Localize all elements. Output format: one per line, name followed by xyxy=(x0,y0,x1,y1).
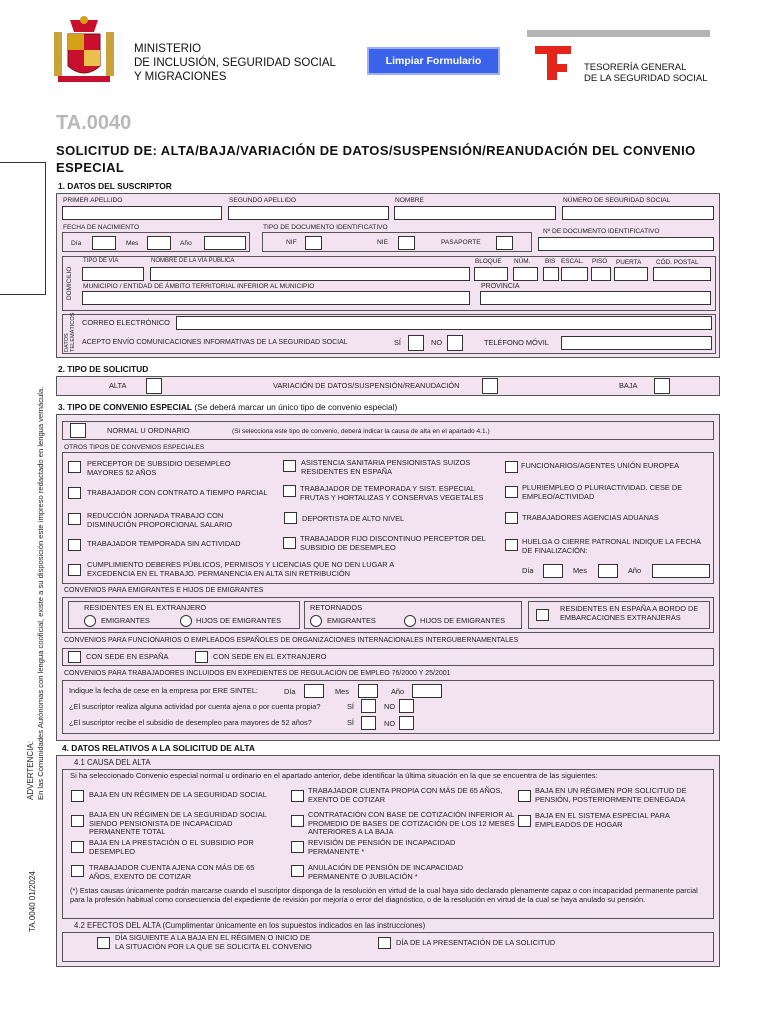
ere-q1-si-checkbox[interactable] xyxy=(361,699,376,713)
label-numero-documento: Nº DE DOCUMENTO IDENTIFICATIVO xyxy=(543,228,660,235)
causa-a8-label: REVISIÓN DE PENSIÓN DE INCAPACIDAD PERMANENTE * xyxy=(308,838,456,856)
label-nombre-via: NOMBRE DE LA VÍA PÚBLICA xyxy=(151,258,235,264)
label-normal-ordinario: NORMAL U ORDINARIO xyxy=(107,426,190,435)
causa-a6-label: BAJA EN EL SISTEMA ESPECIAL PARA EMPLEADOS DE HOGAR xyxy=(535,811,670,829)
numero-documento-input[interactable] xyxy=(538,237,714,251)
label-huelga-anio: Año xyxy=(628,566,642,575)
sede-espana-checkbox[interactable] xyxy=(68,651,81,663)
nif-checkbox[interactable] xyxy=(305,236,322,250)
label-otros-tipos: OTROS TIPOS DE CONVENIOS ESPECIALES xyxy=(64,444,205,451)
label-ere-dia: Día xyxy=(284,687,296,696)
label-mes: Mes xyxy=(126,240,139,247)
label-si-acepto: SÍ xyxy=(394,338,401,347)
birth-day-input[interactable] xyxy=(92,236,116,250)
label-ere-q2: ¿El suscriptor recibe el subsidio de desempleo para mayores de 52 años? xyxy=(69,718,312,727)
label-escal: ESCAL. xyxy=(561,258,584,265)
label-emigrantes-title: CONVENIOS PARA EMIGRANTES E HIJOS DE EMIGRANTES xyxy=(64,587,264,594)
ere-dia-input[interactable] xyxy=(304,684,324,698)
segundo-apellido-input[interactable] xyxy=(228,206,389,220)
label-nie: NIE xyxy=(377,239,388,246)
conv-c9-checkbox[interactable] xyxy=(505,512,518,524)
causa-a9-label: TRABAJADOR CUENTA AJENA CON MÁS DE 65 AÑOS, EXENTO DE COTIZAR xyxy=(89,863,255,881)
piso-input[interactable] xyxy=(591,267,611,281)
label-telefono-movil: TELÉFONO MÓVIL xyxy=(484,338,549,347)
label-emigrantes: EMIGRANTES xyxy=(101,616,150,625)
side-version: TA.0040 01/2024 xyxy=(28,871,37,932)
label-nombre: NOMBRE xyxy=(395,197,424,204)
conv-c13-label: CUMPLIMIENTO DEBERES PÚBLICOS, PERMISOS Y LICENCIAS QUE NO DEN LUGAR A EXCEDENCIA EN EL TRABAJO. PERMANENCIA EN ALTA SIN RETRIBUCIÓN xyxy=(87,560,394,578)
nombre-via-input[interactable] xyxy=(150,267,470,281)
tgss-name xyxy=(584,62,708,84)
bis-input[interactable] xyxy=(543,267,559,281)
tgss-logo xyxy=(533,44,573,82)
label-ere-q1: ¿El suscriptor realiza alguna actividad por cuenta ajena o por cuenta propia? xyxy=(69,702,321,711)
conv-c7-label: REDUCCIÓN JORNADA TRABAJO CON DISMINUCIÓN PROPORCIONAL SALARIO xyxy=(87,511,233,529)
causa-a1-label: BAJA EN UN RÉGIMEN DE LA SEGURIDAD SOCIAL xyxy=(89,790,267,799)
telefono-movil-input[interactable] xyxy=(561,336,712,350)
acepto-no-checkbox[interactable] xyxy=(447,335,463,351)
retornados-emigrantes-radio[interactable] xyxy=(310,615,322,627)
label-variacion: VARIACIÓN DE DATOS/SUSPENSIÓN/REANUDACIÓN xyxy=(273,381,460,390)
label-residentes-extranjero: RESIDENTES EN EL EXTRANJERO xyxy=(84,603,207,612)
conv-c4-checkbox[interactable] xyxy=(68,487,81,499)
ministry-line-3: Y MIGRACIONES xyxy=(134,71,227,83)
label-num: NÚM. xyxy=(514,258,531,265)
label-ere-anio: Año xyxy=(391,687,405,696)
label-retornados-hijos: HIJOS DE EMIGRANTES xyxy=(420,616,506,625)
conv-c6-checkbox[interactable] xyxy=(505,486,518,498)
label-nif: NIF xyxy=(286,239,297,246)
label-alta: ALTA xyxy=(109,381,127,390)
emigrantes-radio[interactable] xyxy=(84,615,96,627)
label-ere-q1-no: NO xyxy=(384,702,396,711)
variacion-checkbox[interactable] xyxy=(482,378,498,394)
numero-input[interactable] xyxy=(513,267,538,281)
label-anio: Año xyxy=(180,240,192,247)
label-causa-intro: Si ha seleccionado Convenio especial normal u ordinario en el apartado anterior, debe identificar la última situación en la que se encuentra de las siguientes: xyxy=(70,771,598,780)
label-primer-apellido: PRIMER APELLIDO xyxy=(63,197,123,204)
normal-ordinario-checkbox[interactable] xyxy=(70,423,86,438)
ere-anio-input[interactable] xyxy=(412,684,442,698)
ere-q2-si-checkbox[interactable] xyxy=(361,716,376,730)
huelga-anio-input[interactable] xyxy=(652,564,710,578)
conv-c10-label: TRABAJADOR TEMPORADA SIN ACTIVIDAD xyxy=(87,539,241,548)
causa-a3-checkbox[interactable] xyxy=(518,790,531,802)
tgss-line-1: TESORERÍA GENERAL xyxy=(584,62,687,73)
form-code: TA.0040 xyxy=(56,112,132,134)
label-funcionarios-title: CONVENIOS PARA FUNCIONARIOS O EMPLEADOS ESPAÑOLES DE ORGANIZACIONES INTERNACIONALES INTERGUBERNAMENTALES xyxy=(64,637,519,644)
nie-checkbox[interactable] xyxy=(398,236,415,250)
escalera-input[interactable] xyxy=(561,267,588,281)
conv-c9-label: TRABAJADORES AGENCIAS ADUANAS xyxy=(522,513,659,522)
label-cp: CÓD. POSTAL xyxy=(656,259,699,266)
birth-year-input[interactable] xyxy=(204,236,246,250)
label-piso: PISO xyxy=(592,258,608,265)
sede-extranjero-checkbox[interactable] xyxy=(195,651,208,663)
conv-c3-checkbox[interactable] xyxy=(505,461,518,473)
residentes-bordo-checkbox[interactable] xyxy=(536,609,549,621)
page-title: SOLICITUD DE: ALTA/BAJA/VARIACIÓN DE DATOS/SUSPENSIÓN/REANUDACIÓN DEL CONVENIO ESPECIAL xyxy=(56,143,696,175)
alta-checkbox[interactable] xyxy=(146,378,162,394)
ministry-name xyxy=(134,42,336,84)
label-pasaporte: PASAPORTE xyxy=(441,239,481,246)
ere-q2-no-checkbox[interactable] xyxy=(399,716,414,730)
conv-c11-label: TRABAJADOR FIJO DISCONTINUO PERCEPTOR DEL SUBSIDIO DE DESEMPLEO xyxy=(300,534,486,552)
label-efectos-alta: 4.2 EFECTOS DEL ALTA (Cumplimentar únicamente en los supuestos indicados en las instrucciones) xyxy=(74,921,426,930)
codigo-postal-input[interactable] xyxy=(653,267,711,281)
hijos-emigrantes-radio[interactable] xyxy=(180,615,192,627)
efectos-e1-checkbox[interactable] xyxy=(97,937,110,949)
top-gray-bar xyxy=(527,30,710,37)
label-retornados: RETORNADOS xyxy=(310,603,363,612)
efectos-e2-label: DÍA DE LA PRESENTACIÓN DE LA SOLICITUD xyxy=(396,938,556,947)
label-causa-alta: 4.1 CAUSA DEL ALTA xyxy=(74,758,151,767)
section3-title xyxy=(58,402,397,412)
causa-a5-checkbox[interactable] xyxy=(291,815,304,827)
label-ere-q2-no: NO xyxy=(384,719,396,728)
label-bis: BIS xyxy=(545,258,556,265)
tgss-line-2: DE LA SEGURIDAD SOCIAL xyxy=(584,73,708,84)
label-residentes-bordo: RESIDENTES EN ESPAÑA A BORDO DE EMBARCACIONES EXTRANJERAS xyxy=(560,604,699,622)
ministry-line-2: DE INCLUSIÓN, SEGURIDAD SOCIAL xyxy=(134,57,336,69)
primer-apellido-input[interactable] xyxy=(62,206,222,220)
causa-a5-label: CONTRATACIÓN CON BASE DE COTIZACIÓN INFERIOR AL PROMEDIO DE BASES DE COTIZACIÓN DE LOS 12 MESES ANTERIORES A LA BAJA xyxy=(308,810,515,837)
title-bracket xyxy=(0,162,46,295)
conv-c5-label: TRABAJADOR DE TEMPORADA Y SIST. ESPECIAL FRUTAS Y HORTALIZAS Y CONSERVAS VEGETALES xyxy=(300,484,484,502)
label-nss: NÚMERO DE SEGURIDAD SOCIAL xyxy=(563,197,671,204)
causa-a8-checkbox[interactable] xyxy=(291,841,304,853)
conv-c12-checkbox[interactable] xyxy=(505,539,518,551)
birth-month-input[interactable] xyxy=(147,236,171,250)
label-sede-extranjero: CON SEDE EN EL EXTRANJERO xyxy=(213,652,327,661)
tipo-via-input[interactable] xyxy=(82,267,144,281)
label-bloque: BLOQUE xyxy=(475,258,502,265)
label-ere-title: CONVENIOS PARA TRABAJADORES INCLUIDOS EN EXPEDIENTES DE REGULACIÓN DE EMPLEO 76/2000 Y 25/2001 xyxy=(64,670,451,677)
section3-title-text: 3. TIPO DE CONVENIO ESPECIAL xyxy=(58,402,193,412)
label-tipo-via: TIPO DE VÍA xyxy=(83,258,119,264)
conv-c8-checkbox[interactable] xyxy=(284,512,297,524)
provincia-input[interactable] xyxy=(480,291,711,305)
huelga-mes-input[interactable] xyxy=(598,564,618,578)
causa-a10-label: ANULACIÓN DE PENSIÓN DE INCAPACIDAD PERMANENTE O JUBILACIÓN * xyxy=(308,863,464,881)
huelga-dia-input[interactable] xyxy=(543,564,563,578)
datos-telematicos-vertical-label: DATOS TELEMÁTICOS xyxy=(64,312,76,352)
conv-c5-checkbox[interactable] xyxy=(283,485,296,497)
label-huelga-dia: Día xyxy=(522,566,534,575)
conv-c6-label: PLURIEMPLEO O PLURIACTIVIDAD. CESE DE EMPLEO/ACTIVIDAD xyxy=(522,483,683,501)
nombre-input[interactable] xyxy=(394,206,556,220)
causa-a2-label: TRABAJADOR CUENTA PROPIA CON MÁS DE 65 AÑOS, EXENTO DE COTIZAR xyxy=(308,786,503,804)
label-municipio: MUNICIPIO / ENTIDAD DE ÁMBITO TERRITORIAL INFERIOR AL MUNICIPIO xyxy=(83,283,315,290)
causa-a9-checkbox[interactable] xyxy=(71,865,84,877)
section3-title-note: (Se deberá marcar un único tipo de convenio especial) xyxy=(194,402,398,412)
causa-a1-checkbox[interactable] xyxy=(71,790,84,802)
label-acepto-envio: ACEPTO ENVÍO COMUNICACIONES INFORMATIVAS DE LA SEGURIDAD SOCIAL xyxy=(82,339,348,346)
efectos-e1-label: DÍA SIGUIENTE A LA BAJA EN EL RÉGIMEN O INICIO DE LA SITUACIÓN POR LA QUE SE SOLICITA EL CONVENIO xyxy=(115,933,312,951)
causa-a7-label: BAJA EN LA PRESTACIÓN O EL SUBSIDIO POR DESEMPLEO xyxy=(89,838,254,856)
label-hijos-emigrantes: HIJOS DE EMIGRANTES xyxy=(196,616,282,625)
label-ere-q1-si: SÍ xyxy=(347,702,354,711)
label-correo: CORREO ELECTRÓNICO xyxy=(82,318,170,327)
side-warning xyxy=(26,330,35,800)
label-dia: Día xyxy=(71,240,82,247)
causa-a4-label: BAJA EN UN RÉGIMEN DE LA SEGURIDAD SOCIAL SIENDO PENSIONISTA DE INCAPACIDAD PERMANENTE TOTAL xyxy=(89,810,267,837)
ere-q1-no-checkbox[interactable] xyxy=(399,699,414,713)
retornados-hijos-radio[interactable] xyxy=(404,615,416,627)
label-sede-espana: CON SEDE EN ESPAÑA xyxy=(86,652,169,661)
conv-c1-checkbox[interactable] xyxy=(68,461,81,473)
section1-title: 1. DATOS DEL SUSCRIPTOR xyxy=(58,181,172,191)
section4-title: 4. DATOS RELATIVOS A LA SOLICITUD DE ALTA xyxy=(62,743,255,753)
efectos-e2-checkbox[interactable] xyxy=(378,937,391,949)
causa-a7-checkbox[interactable] xyxy=(71,841,84,853)
conv-c11-checkbox[interactable] xyxy=(283,537,296,549)
domicilio-vertical-label: DOMICILIO xyxy=(66,266,73,300)
side-warning-text: En las Comunidades Autónomas con lengua cooficial, existe a su disposición este impreso redactado en lengua vernácula. xyxy=(36,386,45,800)
conv-c7-checkbox[interactable] xyxy=(68,513,81,525)
label-retornados-emigrantes: EMIGRANTES xyxy=(327,616,376,625)
label-fecha-nacimiento: FECHA DE NACIMIENTO xyxy=(63,224,140,231)
label-normal-note: (Si selecciona este tipo de convenio, deberá indicar la causa de alta en el apartado 4.1.) xyxy=(232,428,490,435)
puerta-input[interactable] xyxy=(614,267,648,281)
pasaporte-checkbox[interactable] xyxy=(496,236,513,250)
causa-nota: (*) Estas causas únicamente podrán marcarse cuando el suscriptor disponga de la resolución en virtud de la cual haya sido declarado plenamente capaz o con incapacidad permanente parcial para la profesión habitual como consecuencia del expediente de revisión por mejoría o error del diagnóstico, o de la resolución en virtud de la cual se haya anulado su pensión. xyxy=(70,886,698,905)
causa-a6-checkbox[interactable] xyxy=(518,815,531,827)
correo-input[interactable] xyxy=(176,316,712,330)
acepto-si-checkbox[interactable] xyxy=(408,335,424,351)
warning-title: ADVERTENCIA: xyxy=(26,741,35,800)
label-ere-mes: Mes xyxy=(335,687,349,696)
causa-a4-checkbox[interactable] xyxy=(71,815,84,827)
conv-c13-checkbox[interactable] xyxy=(68,564,81,576)
label-no-acepto: NO xyxy=(431,338,443,347)
label-tipo-documento: TIPO DE DOCUMENTO IDENTIFICATIVO xyxy=(263,224,388,231)
baja-checkbox[interactable] xyxy=(654,378,670,394)
causa-a10-checkbox[interactable] xyxy=(291,865,304,877)
label-baja: BAJA xyxy=(619,381,638,390)
label-ere-q2-si: SÍ xyxy=(347,718,354,727)
municipio-input[interactable] xyxy=(82,291,470,305)
label-ere-fecha: Indique la fecha de cese en la empresa por ERE SINTEL: xyxy=(69,686,258,695)
bloque-input[interactable] xyxy=(474,267,508,281)
clear-form-button[interactable]: Limpiar Formulario xyxy=(367,47,500,75)
label-segundo-apellido: SEGUNDO APELLIDO xyxy=(229,197,297,204)
label-puerta: PUERTA xyxy=(616,259,642,266)
conv-c4-label: TRABAJADOR CON CONTRATO A TIEMPO PARCIAL xyxy=(87,488,268,497)
label-provincia: PROVINCIA xyxy=(481,283,520,290)
conv-c3-label: FUNCIONARIOS/AGENTES UNIÓN EUROPEA xyxy=(521,461,680,470)
conv-c10-checkbox[interactable] xyxy=(68,539,81,551)
causa-a2-checkbox[interactable] xyxy=(291,790,304,802)
ere-mes-input[interactable] xyxy=(358,684,378,698)
ministry-line-1: MINISTERIO xyxy=(134,43,202,55)
conv-c12-label: HUELGA O CIERRE PATRONAL INDIQUE LA FECHA DE FINALIZACIÓN: xyxy=(522,537,701,555)
tipo-documento-group xyxy=(262,232,532,252)
nss-input[interactable] xyxy=(562,206,714,220)
conv-c2-checkbox[interactable] xyxy=(283,460,296,472)
label-huelga-mes: Mes xyxy=(573,566,587,575)
coat-of-arms-logo xyxy=(50,14,118,88)
conv-c8-label: DEPORTISTA DE ALTO NIVEL xyxy=(302,514,405,523)
section2-title: 2. TIPO DE SOLICITUD xyxy=(58,364,149,374)
conv-c1-label: PERCEPTOR DE SUBSIDIO DESEMPLEO MAYORES 52 AÑOS xyxy=(87,459,231,477)
causa-a3-label: BAJA EN UN RÉGIMEN POR SOLICITUD DE PENSIÓN, POSTERIORMENTE DENEGADA xyxy=(535,786,687,804)
conv-c2-label: ASISTENCIA SANITARIA PENSIONISTAS SUIZOS RESIDENTES EN ESPAÑA xyxy=(301,458,471,476)
